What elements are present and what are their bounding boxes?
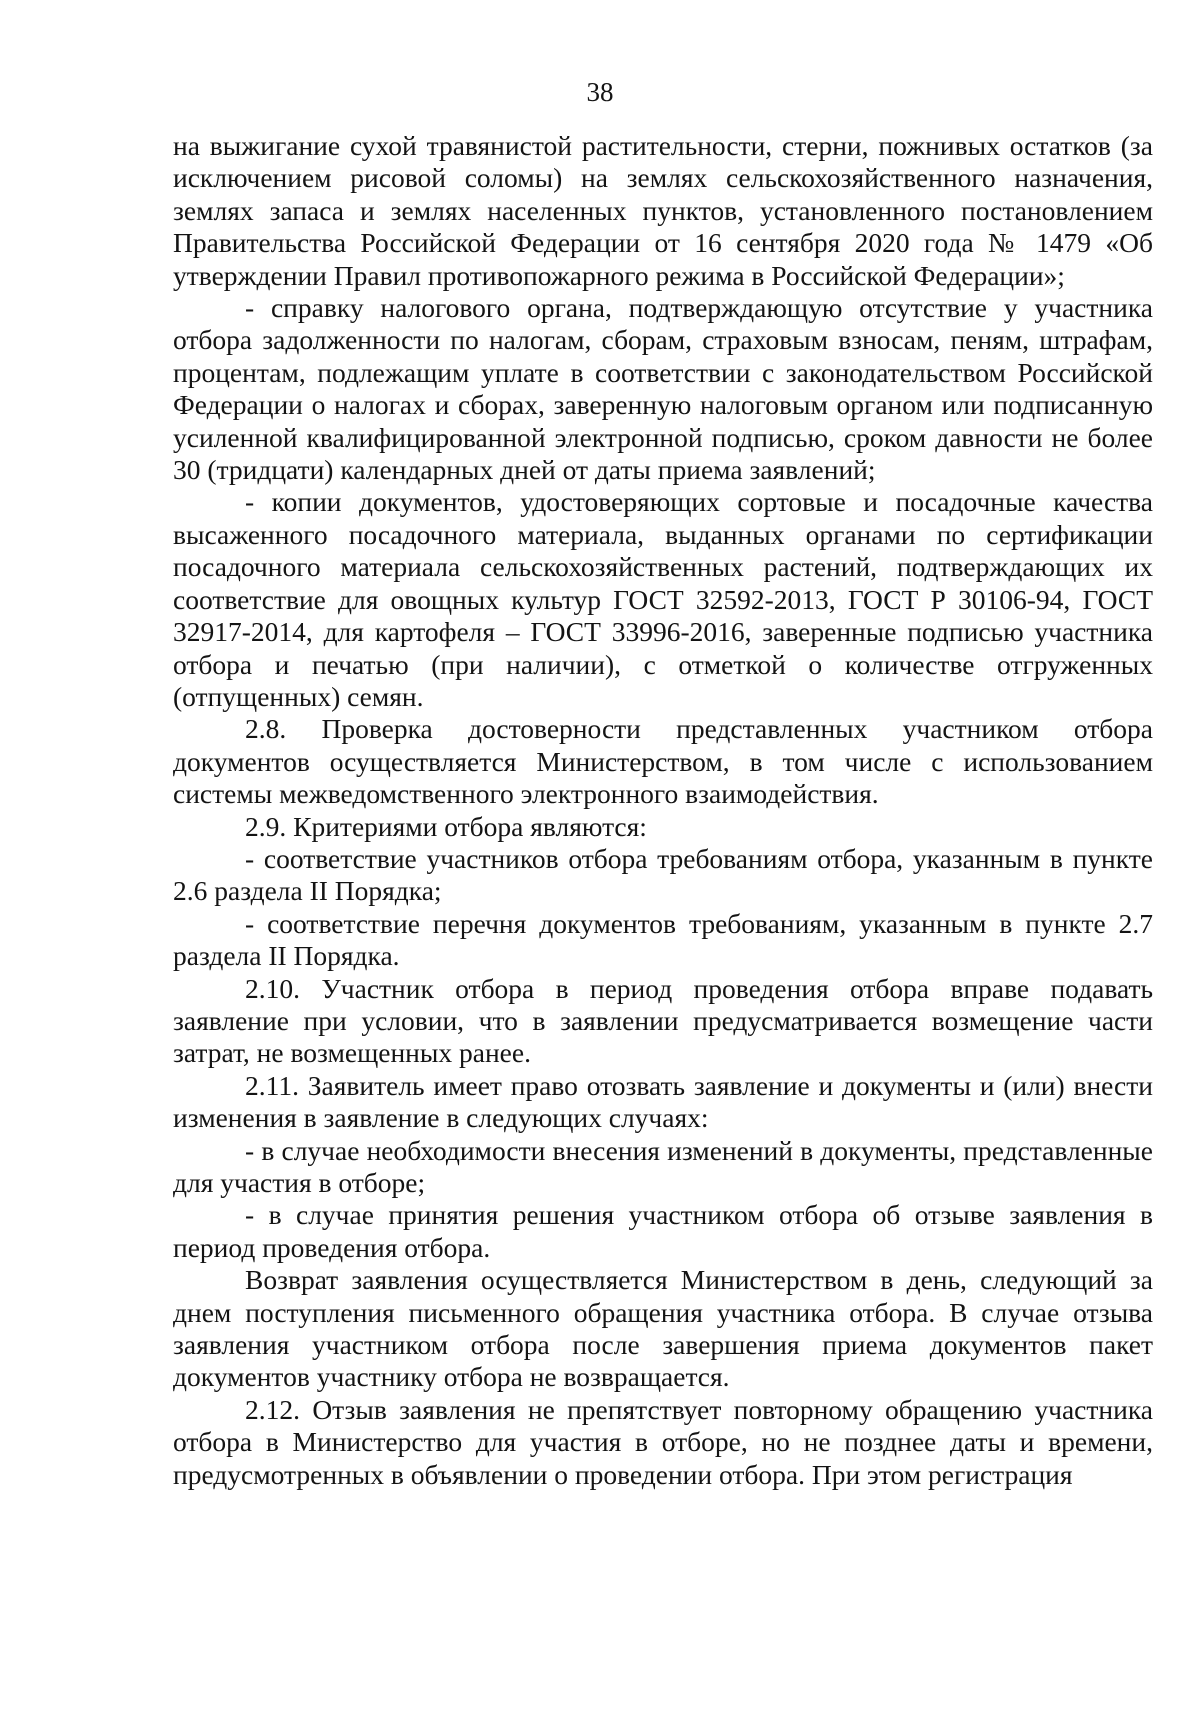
paragraph-2-11: 2.11. Заявитель имеет право отозвать заявление и документы и (или) внести изменения в заявление в следующих случаях: [173,1069,1153,1134]
paragraph-2-8: 2.8. Проверка достоверности представленных участником отбора документов осуществляется Министерством, в том числе с использованием системы межведомственного электронного взаимодействия. [173,713,1153,810]
paragraph-criterion-1: - соответствие участников отбора требованиям отбора, указанным в пункте 2.6 раздела II Порядка; [173,842,1153,907]
page-number: 38 [586,77,614,107]
paragraph-criterion-2: - соответствие перечня документов требованиям, указанным в пункте 2.7 раздела II Порядка. [173,907,1153,972]
paragraph-case-1: - в случае необходимости внесения изменений в документы, представленные для участия в отборе; [173,1134,1153,1198]
paragraph-2-12: 2.12. Отзыв заявления не препятствует повторному обращению участника отбора в Министерство для участия в отборе, но не позднее даты и времени, предусмотренных в объявлении о проведении отбора. При этом регистрация [173,1393,1153,1490]
paragraph-2-9: 2.9. Критериями отбора являются: [245,810,647,842]
paragraph-return: Возврат заявления осуществляется Министерством в день, следующий за днем поступления письменного обращения участника отбора. В случае отзыва заявления участником отбора после завершения приема документов пакет документов участнику отбора не возвращается. [173,1264,1153,1393]
paragraph-document-copies: - копии документов, удостоверяющих сортовые и посадочные качества высаженного посадочного материала, выданных органами по сертификации посадочного материала сельскохозяйственных растений, подтверждающих их соответствие для овощных культур ГОСТ 32592-2013, ГОСТ Р 30106-94, ГОСТ 32917-2014, для картофеля – ГОСТ 33996-2016, заверенные подписью участника отбора и печатью (при наличии), с отметкой о количестве отгруженных (отпущенных) семян. [173,486,1153,712]
paragraph-continuation: на выжигание сухой травянистой растительности, стерни, пожнивых остатков (за исключением рисовой соломы) на землях сельскохозяйственного назначения, землях запаса и землях населенных пунктов, установленного постановлением Правительства Российской Федерации от 16 сентября 2020 года № 1479 «Об утверждении Правил противопожарного режима в Российской Федерации»; [173,130,1153,291]
paragraph-tax-certificate: - справку налогового органа, подтверждающую отсутствие у участника отбора задолженности по налогам, сборам, страховым взносам, пеням, штрафам, процентам, подлежащим уплате в соответствии с законодательством Российской Федерации о налогах и сборах, заверенную налоговым органом или подписанную усиленной квалифицированной электронной подписью, сроком давности не более 30 (тридцати) календарных дней от даты приема заявлений; [173,292,1153,486]
paragraph-2-10: 2.10. Участник отбора в период проведения отбора вправе подавать заявление при условии, что в заявлении предусматривается возмещение части затрат, не возмещенных ранее. [173,972,1153,1069]
paragraph-case-2: - в случае принятия решения участником отбора об отзыве заявления в период проведения отбора. [173,1199,1153,1263]
document-body [173,130,1153,1491]
